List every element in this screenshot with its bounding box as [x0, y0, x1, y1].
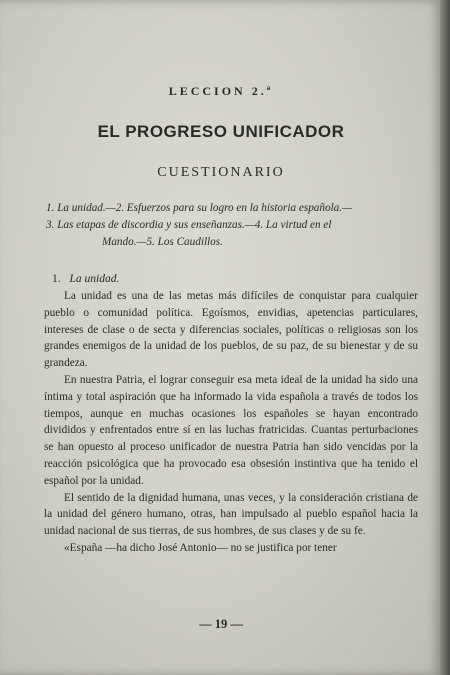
page-number: — 19 — — [199, 617, 243, 631]
questionnaire-line: Mando.—5. Los Caudillos. — [102, 236, 223, 248]
paragraph: El sentido de la dignidad humana, unas veces, y la consideración cristiana de la unidad del género humano, otras, han impulsado al pueblo español hacia la unidad nacional de sus tierras, de sus hombres, de sus clases y de su fe. — [44, 491, 418, 538]
questionnaire-heading: CUESTIONARIO — [157, 165, 285, 180]
body-text — [44, 288, 418, 557]
questionnaire-line: 3. Las etapas de discordia y sus enseñanzas.—4. La virtud en el — [46, 219, 332, 231]
section-heading — [52, 273, 119, 285]
paragraph: La unidad es una de las metas más difíciles de conquistar para cualquier pueblo o comunidad política. Egoísmos, envidias, apetencias particulares, intereses de clase o de secta y diferencias sociales, políticas o religiosas son los grandes enemigos de la unidad de los pueblos, de su paz, de su bienestar y de su grandeza. — [44, 290, 418, 370]
chapter-title: EL PROGRESO UNIFICADOR — [97, 122, 345, 141]
questionnaire-line: 1. La unidad.—2. Esfuerzos para su logro en la historia española.— — [46, 202, 353, 214]
paragraph: «España —ha dicho José Antonio— no se justifica por tener — [64, 541, 337, 554]
section-label: La unidad. — [69, 273, 120, 285]
lesson-heading: LECCION 2.ª — [168, 84, 274, 98]
section-number: 1. — [52, 273, 61, 285]
paragraph: En nuestra Patria, el lograr conseguir esa meta ideal de la unidad ha sido una íntima y total aspiración que ha informado la vida española a través de todos los tiempos, aunque en muchas ocasiones los españoles se hayan encontrado divididos y enfrentados entre sí en las luchas fratricidas. Cuantas perturbaciones se han opuesto al proceso unificador de nuestra Patria han sido vencidas por la reacción psicológica que ha provocado esa obsesión instintiva que ha tenido el español por la unidad. — [44, 373, 418, 487]
questionnaire-list — [46, 200, 408, 251]
book-spine — [440, 0, 450, 675]
